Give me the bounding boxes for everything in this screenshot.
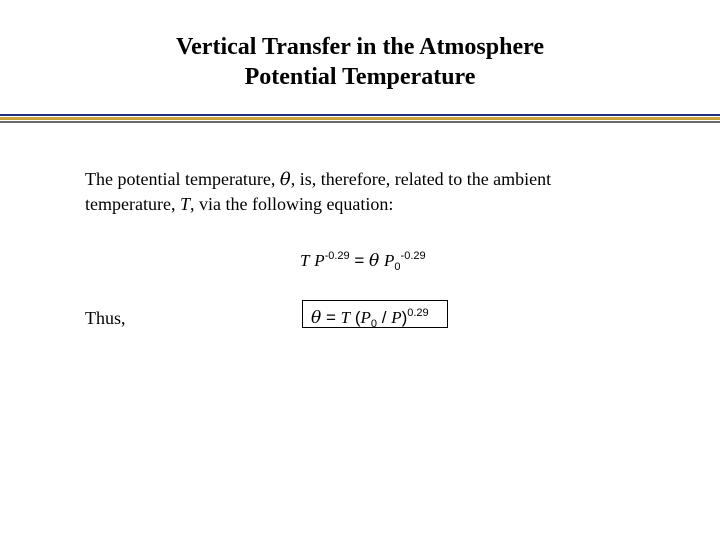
eq2-P: P [391,308,402,327]
eq1-P0: P [384,251,395,270]
eq1-P: P [314,251,325,270]
eq1-equals: = [349,251,370,270]
divider-navy [0,114,720,116]
theta-symbol: θ [279,169,291,190]
eq2-P0: P [360,308,371,327]
equation-1 [300,250,426,273]
temperature-symbol: T [179,194,190,214]
para-text-3: , via the following equation: [189,194,394,214]
para-text-1: The potential temperature, [85,169,280,189]
eq2-theta: θ [311,308,322,328]
result-equation-box [302,300,448,328]
eq1-exponent-1: -0.29 [324,250,350,262]
title-line-1: Vertical Transfer in the Atmosphere [176,34,544,60]
eq2-equals: = [325,308,341,327]
slide-title [0,32,720,92]
eq2-slash: / [377,308,392,327]
eq2-open-paren: ( [350,308,361,327]
divider-gray [0,121,720,123]
eq1-T: T [300,251,310,270]
eq1-theta: θ [369,251,380,271]
eq2-close-paren: ) [401,308,408,327]
eq1-exponent-2: -0.29 [400,250,426,262]
eq2-T: T [340,308,351,327]
divider-gold [0,117,720,120]
eq1-subscript-0: 0 [394,261,401,273]
para-text-2: , is, therefore, related to the ambient temperature, [85,169,552,214]
eq2-subscript-0: 0 [370,318,378,330]
body-paragraph [85,167,645,216]
thus-label: Thus, [85,308,126,328]
title-line-2: Potential Temperature [244,64,476,90]
eq2-exponent: 0.29 [407,307,429,319]
